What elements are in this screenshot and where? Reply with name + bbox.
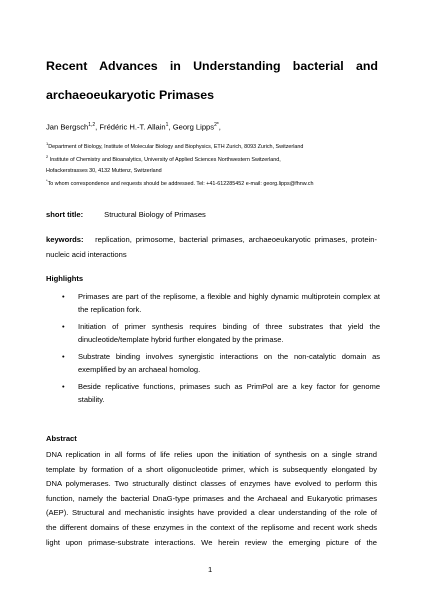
title-line-2: archaeoeukaryotic Primases xyxy=(46,88,215,102)
abstract-line: DNA replication in all forms of life relies upon the initiation of synthesis on a single strand xyxy=(46,450,377,459)
author-affiliation-mark: 1,2 xyxy=(88,122,96,128)
author-name: Frédéric H.-T. Allain xyxy=(99,122,166,132)
short-title-row xyxy=(46,210,206,219)
title-line-1: Recent Advances in Understanding bacterial and xyxy=(46,59,378,73)
highlights-list xyxy=(62,291,380,411)
short-title-label: short title: xyxy=(46,210,84,219)
author-affiliation-mark: 2* xyxy=(214,122,219,128)
affiliation-2-address: Hofackerstrasses 30, 4132 Muttenz, Switzerland xyxy=(46,167,162,174)
highlight-item: • Beside replicative functions, primases such as PrimPol are a key factor for genome stability. xyxy=(62,382,380,404)
highlights-heading: Highlights xyxy=(46,274,84,283)
bullet-icon: • xyxy=(62,382,65,391)
abstract-line: light upon primase-substrate interactions. We herein review the emerging picture of the xyxy=(46,537,377,547)
affiliations xyxy=(46,139,386,189)
abstract-line: (AEP). Structural and mechanistic insights have provided a clear understanding of the role of xyxy=(46,508,377,518)
bullet-icon: • xyxy=(62,292,65,301)
author-name: Jan Bergsch xyxy=(46,122,89,132)
author-affiliation-mark: 1 xyxy=(165,122,169,128)
author-name: Georg Lipps xyxy=(172,122,215,132)
abstract-body xyxy=(46,448,377,550)
abstract-line: template by formation of a short oligonucleotide primer, which is subsequently elongated by xyxy=(46,464,377,474)
highlight-item: • Substrate binding involves synergistic interactions on the non-catalytic domain as exemplified by an archaeal homolog. xyxy=(62,352,380,374)
correspondence-note: *To whom correspondence and requests should be addressed. Tel: +41-612285452 e-mail: georg.lipps@fhnw.ch xyxy=(46,178,314,187)
keywords-row xyxy=(46,232,377,262)
highlight-item: • Initiation of primer synthesis requires binding of three substrates that yield the dinucleotide/template hybrid further elongated by the primase. xyxy=(62,322,380,344)
short-title: Structural Biology of Primases xyxy=(104,210,206,219)
abstract-line: function, namely the bacterial DnaG-type primases and the Archaeal and Eukaryotic primases xyxy=(46,493,377,503)
page-number: 1 xyxy=(208,565,213,574)
abstract-line: DNA polymerases. Two structurally distinct classes of enzymes have evolved to perform this xyxy=(46,479,377,489)
abstract-heading: Abstract xyxy=(46,434,77,443)
author-list: Jan Bergsch$^{1,2}$, Frédéric H.-T. Allain$^1$, Georg Lipps$^{2*}$, xyxy=(46,122,221,132)
affiliation-1: $^1$Department of Biology, Institute of Molecular Biology and Biophysics, ETH Zurich, 8093 Zurich, Switzerland xyxy=(46,141,304,150)
highlight-item: • Primases are part of the replisome, a flexible and highly dynamic multiprotein complex at the replication fork. xyxy=(62,292,380,314)
bullet-icon: • xyxy=(62,352,65,361)
abstract-line: the different domains of these enzymes in the context of the replisome and recent work sheds xyxy=(46,522,377,532)
paper-title xyxy=(46,52,378,110)
keywords-label: keywords: xyxy=(46,235,84,244)
bullet-icon: • xyxy=(62,322,65,331)
affiliation-2: $^2$ Institute of Chemistry and Bioanalytics, University of Applied Sciences Northwestern Switzerland, xyxy=(46,154,281,164)
keywords-text: replication, primosome, bacterial primases, archaeoeukaryotic primases, protein-nucleic acid interactions xyxy=(46,235,377,259)
